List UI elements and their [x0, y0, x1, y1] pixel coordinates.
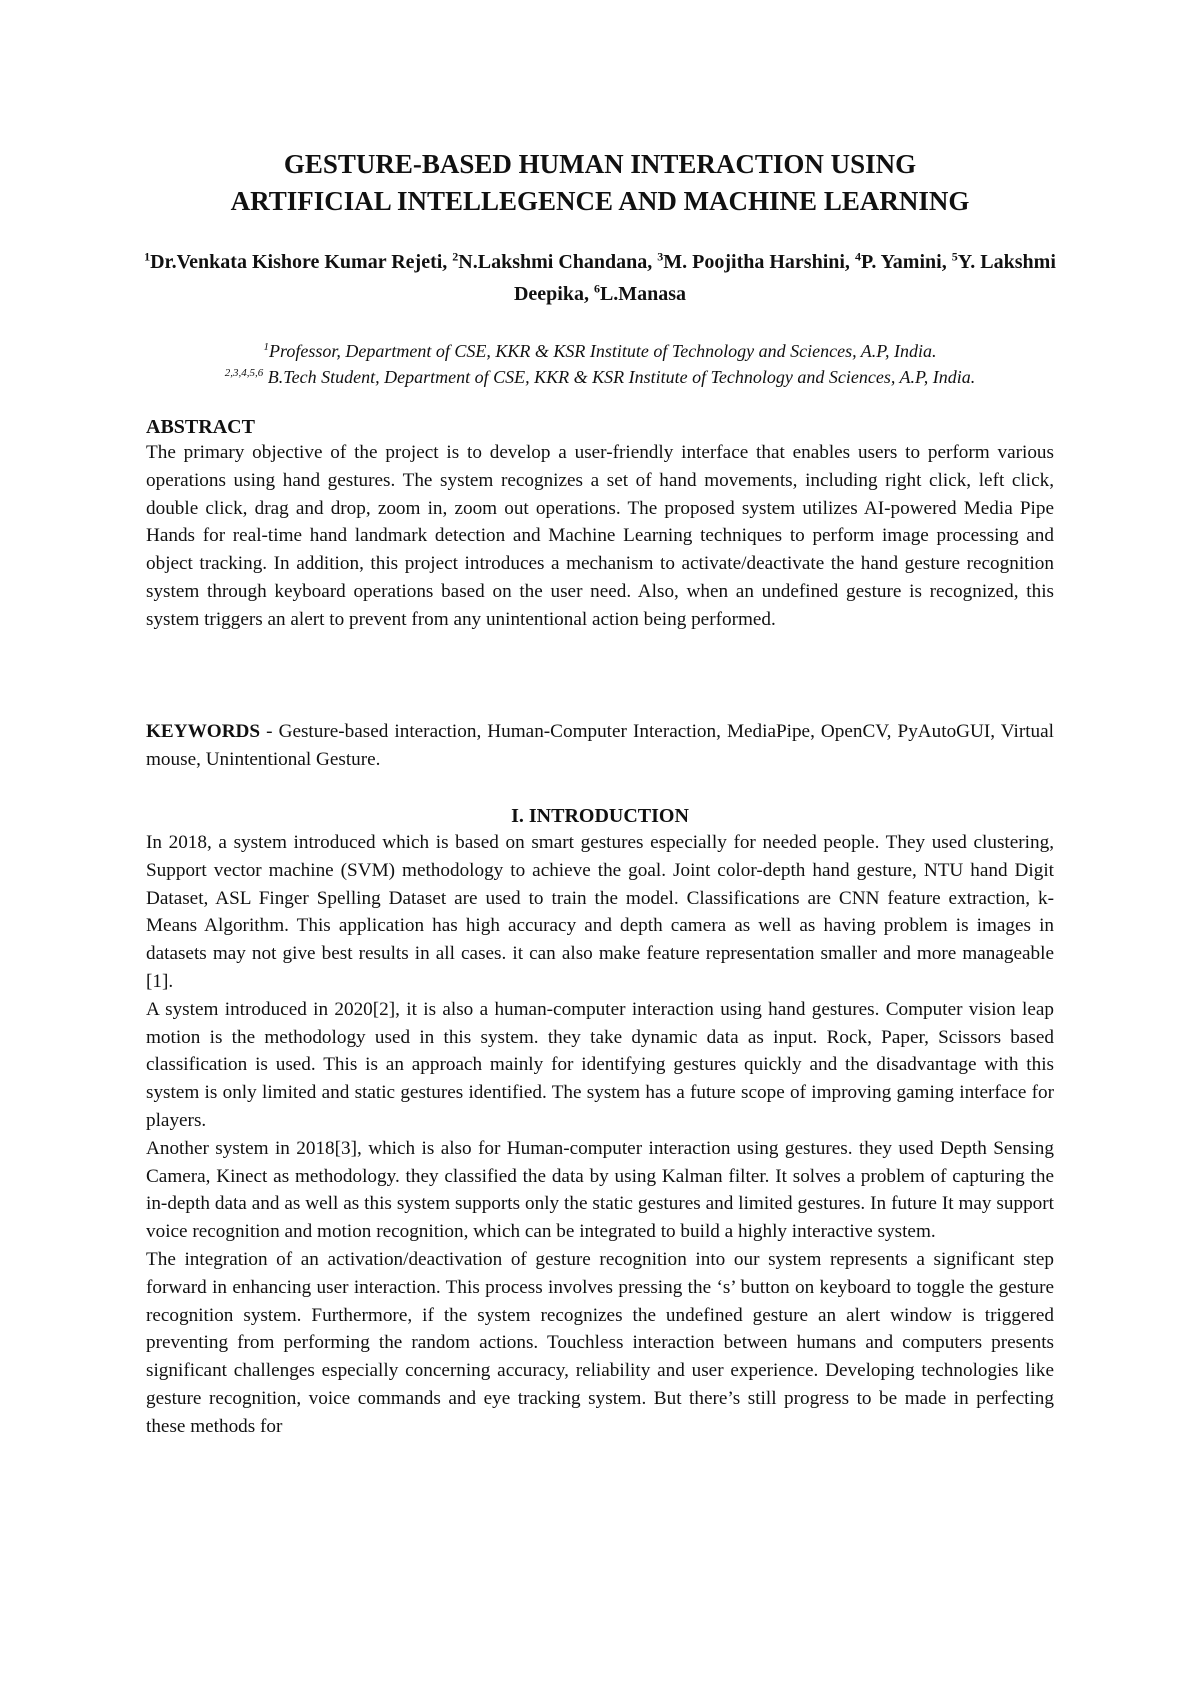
author-name: L.Manasa [599, 283, 687, 305]
author-sup: 5 [951, 249, 958, 264]
paper-title [120, 146, 1080, 220]
abstract-text: The primary objective of the project is to develop a user-friendly interface that enables users to perform various operations using hand gestures. The system recognizes a set of hand movements, including right click, left click, double click, drag and drop, zoom in, zoom out operations. The proposed system utilizes AI-powered Media Pipe Hands for real-time hand landmark detection and Machine Learning techniques to perform image processing and object tracking. In addition, this project introduces a mechanism to activate/deactivate the hand gesture recognition system through keyboard operations based on the user need. Also, when an undefined gesture is recognized, this system triggers an alert to prevent from any unintentional action being performed. [146, 442, 1054, 630]
keywords [146, 718, 1054, 774]
affiliation-students: B.Tech Student, Department of CSE, KKR & KSR Institute of Technology and Sciences, A.P, India. [263, 367, 976, 387]
intro-paragraph: Another system in 2018[3], which is also for Human-computer interaction using gestures. they used Depth Sensing Camera, Kinect as methodology. they classified the data by using Kalman filter. It solves a problem of capturing the in-depth data and as well as this system supports only the static gestures and limited gestures. In future It may support voice recognition and motion recognition, which can be integrated to build a highly interactive system. [146, 1137, 1054, 1243]
affiliations [140, 338, 1060, 390]
affiliation-professor: Professor, Department of CSE, KKR & KSR Institute of Technology and Sciences, A.P, India. [269, 341, 937, 361]
affiliation-sup: 1 [263, 341, 270, 353]
intro-paragraph: The integration of an activation/deactivation of gesture recognition into our system represents a significant step forward in enhancing user interaction. This process involves pressing the ‘s’ button on keyboard to toggle the gesture recognition system. Furthermore, if the system recognizes the undefined gesture an alert window is triggered preventing from performing the random actions. Touchless interaction between humans and computers presents significant challenges especially concerning accuracy, reliability and user experience. Developing technologies like gesture recognition, voice commands and eye tracking system. But there’s still progress to be made in perfecting these methods for [146, 1248, 1054, 1437]
author-name: Y. Lakshmi Deepika, [513, 251, 1056, 305]
intro-paragraph: In 2018, a system introduced which is based on smart gestures especially for needed people. They used clustering, Support vector machine (SVM) methodology to achieve the goal. Joint color-depth hand gesture, NTU hand Digit Dataset, ASL Finger Spelling Dataset are used to train the model. Classifications are CNN feature extraction, k-Means Algorithm. This application has high accuracy and depth camera as well as having problem is images in datasets may not give best results in all cases. it can also make feature representation smaller and more manageable [1]. [146, 832, 1054, 992]
author-sup: 2 [452, 249, 459, 264]
keywords-label: KEYWORDS [146, 721, 261, 742]
author-name: P. Yamini, [860, 251, 952, 273]
introduction-heading: I. INTRODUCTION [511, 805, 689, 827]
author-sup: 1 [144, 249, 151, 264]
introduction-body [146, 829, 1054, 1441]
author-name: M. Poojitha Harshini, [663, 251, 855, 273]
author-sup: 6 [593, 281, 600, 296]
keywords-text: - Gesture-based interaction, Human-Computer Interaction, MediaPipe, OpenCV, PyAutoGUI, Virtual mouse, Unintentional Gesture. [146, 721, 1054, 770]
author-name: Dr.Venkata Kishore Kumar Rejeti, [150, 251, 453, 273]
intro-paragraph: A system introduced in 2020[2], it is also a human-computer interaction using hand gestures. Computer vision leap motion is the methodology used in this system. they take dynamic data as input. Rock, Paper, Scissors based classification is used. This is an approach mainly for identifying gestures quickly and the disadvantage with this system is only limited and static gestures identified. The system has a future scope of improving gaming interface for players. [146, 998, 1054, 1131]
author-sup: 4 [854, 249, 861, 264]
author-name: N.Lakshmi Chandana, [458, 251, 658, 273]
affiliation-sup: 2,3,4,5,6 [224, 367, 264, 379]
title-line-2: ARTIFICIAL INTELLEGENCE AND MACHINE LEARNING [230, 186, 970, 216]
title-line-1: GESTURE-BASED HUMAN INTERACTION USING [283, 149, 917, 179]
author-list [130, 246, 1070, 310]
author-sup: 3 [657, 249, 664, 264]
abstract-heading: ABSTRACT [146, 416, 255, 438]
